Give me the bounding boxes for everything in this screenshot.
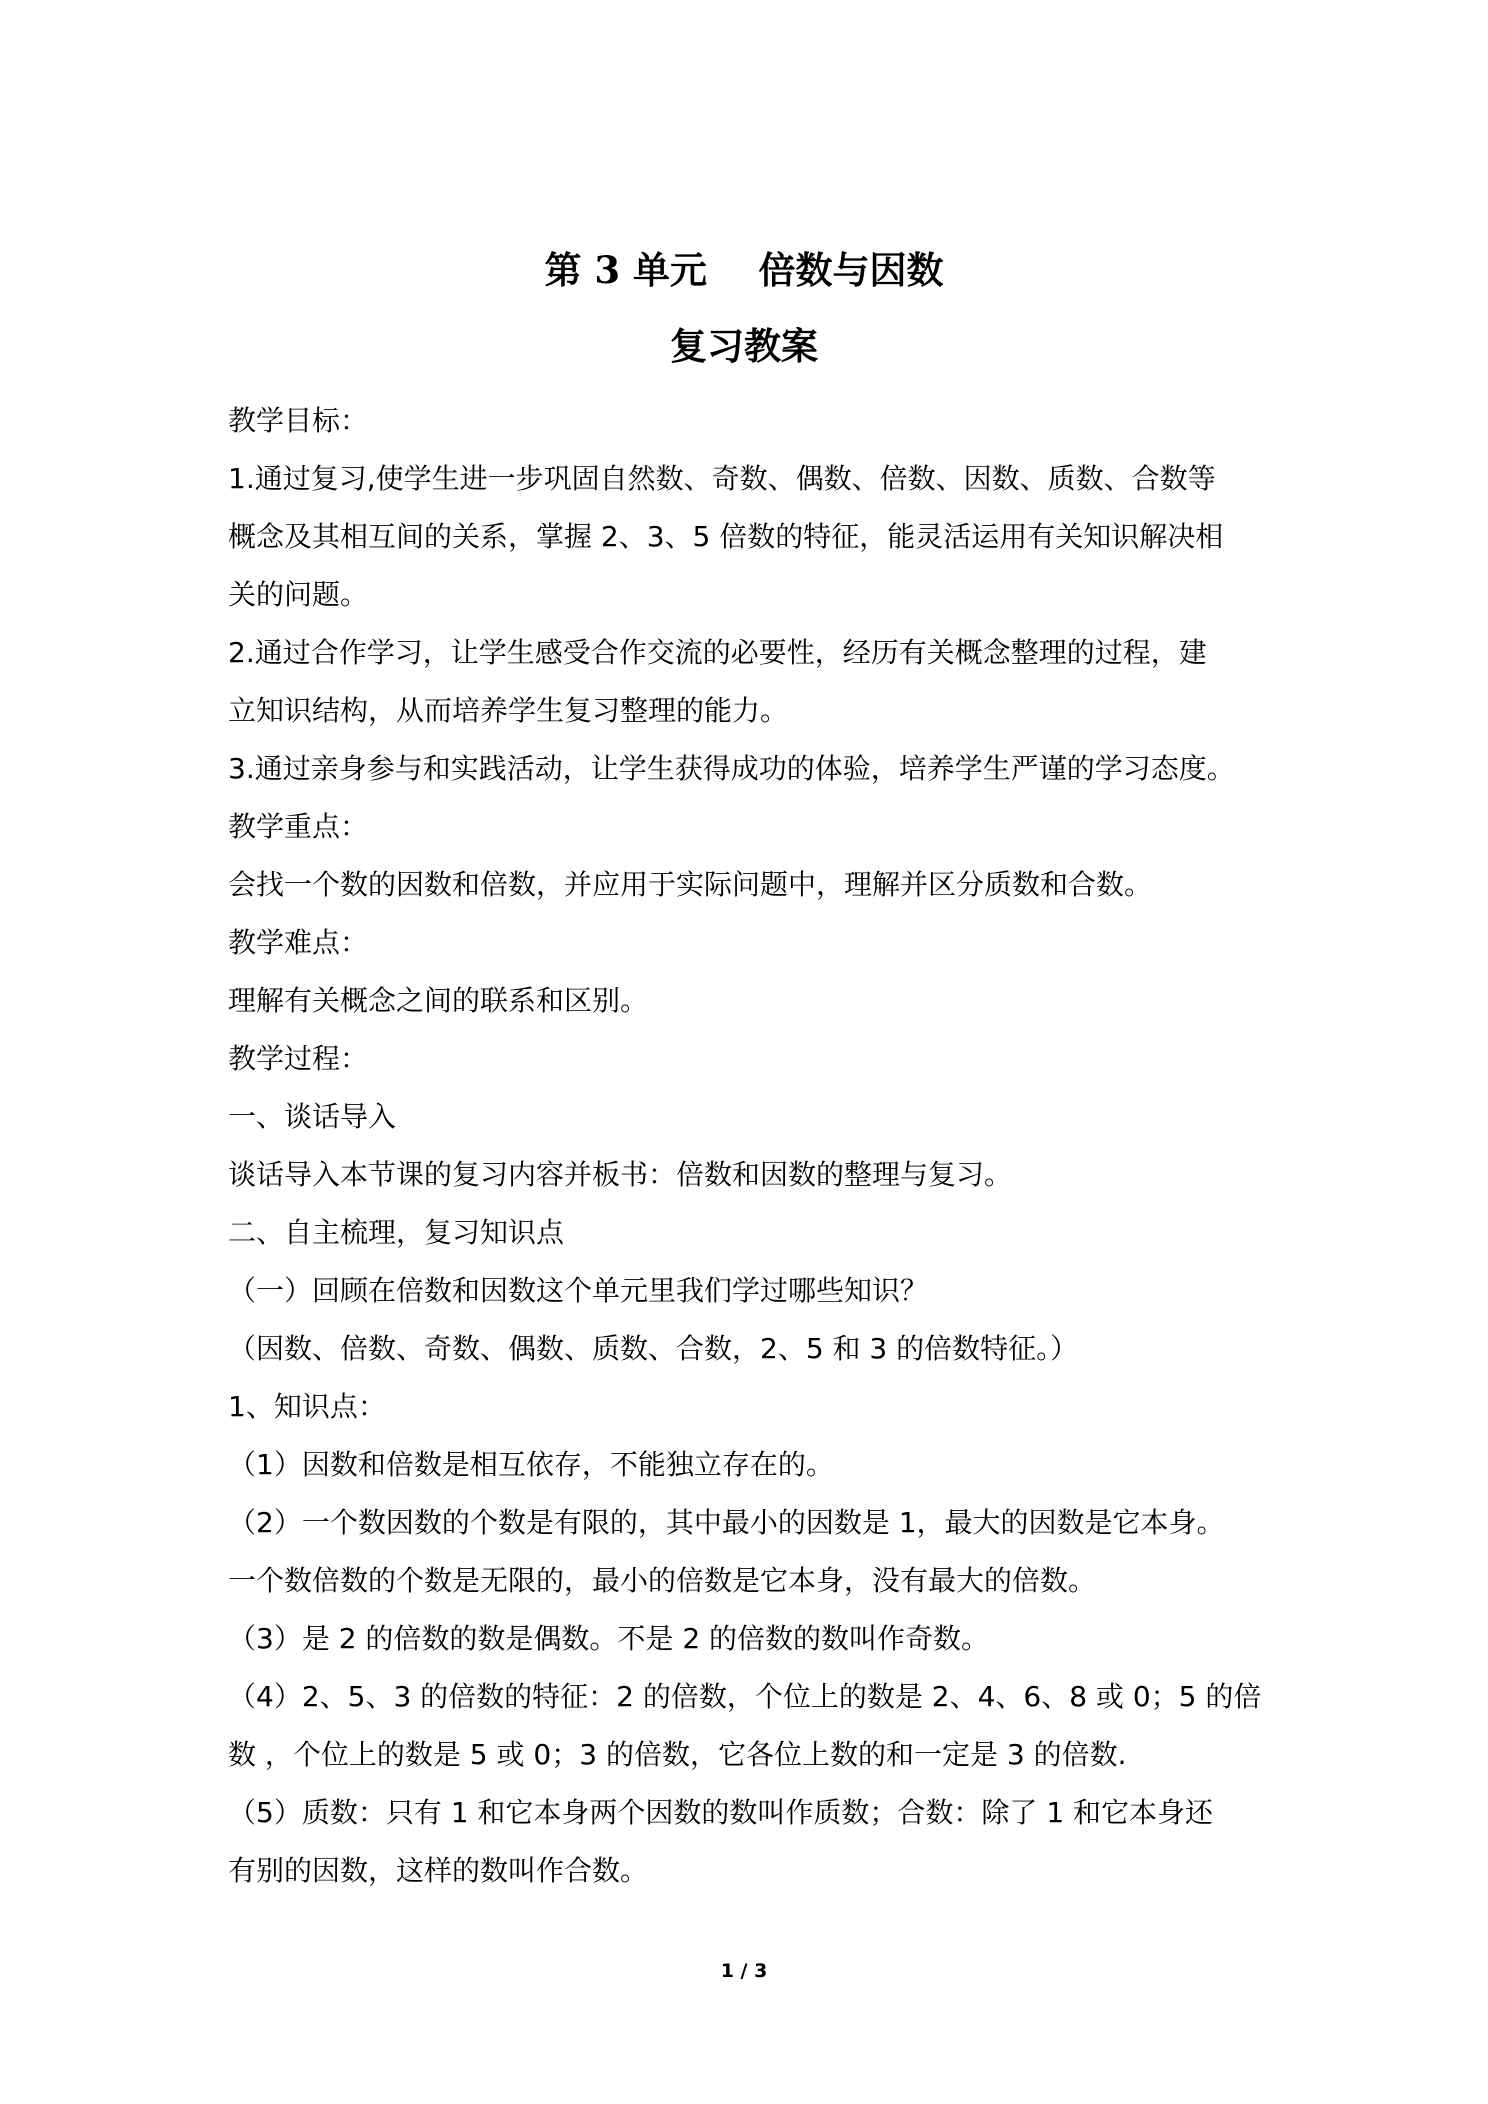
body-line: （2）一个数因数的个数是有限的，其中最小的因数是 1，最大的因数是它本身。 (228, 1506, 1225, 1539)
body-line: 概念及其相互间的关系，掌握 2、3、5 倍数的特征，能灵活运用有关知识解决相 (228, 520, 1224, 553)
body-line: 有别的因数，这样的数叫作合数。 (228, 1854, 649, 1887)
document-subtitle: 复习教案 (670, 324, 818, 368)
page-number: 1 / 3 (720, 1960, 768, 1982)
body-line: 教学过程： (228, 1042, 369, 1075)
body-line: 理解有关概念之间的联系和区别。 (228, 984, 649, 1017)
body-line: 1、知识点： (228, 1390, 386, 1423)
body-line: 教学目标： (228, 404, 369, 437)
body-line: （1）因数和倍数是相互依存，不能独立存在的。 (228, 1448, 834, 1481)
body-line: 会找一个数的因数和倍数，并应用于实际问题中，理解并区分质数和合数。 (228, 868, 1153, 901)
body-line: （因数、倍数、奇数、偶数、质数、合数，2、5 和 3 的倍数特征。） (228, 1332, 1079, 1365)
body-line: 一、谈话导入 (228, 1100, 397, 1133)
body-line: （5）质数：只有 1 和它本身两个因数的数叫作质数；合数：除了 1 和它本身还 (228, 1796, 1214, 1829)
body-line: 数 ，个位上的数是 5 或 0；3 的倍数，它各位上数的和一定是 3 的倍数. (228, 1738, 1127, 1771)
body-line: 2.通过合作学习，让学生感受合作交流的必要性，经历有关概念整理的过程，建 (228, 636, 1207, 669)
body-line: 教学难点： (228, 926, 369, 959)
body-line: 3.通过亲身参与和实践活动，让学生获得成功的体验，培养学生严谨的学习态度。 (228, 752, 1235, 785)
body-line: 立知识结构，从而培养学生复习整理的能力。 (228, 694, 789, 727)
body-line: （一）回顾在倍数和因数这个单元里我们学过哪些知识？ (228, 1274, 929, 1307)
body-line: 一个数倍数的个数是无限的，最小的倍数是它本身，没有最大的倍数。 (228, 1564, 1097, 1597)
body-line: 1.通过复习,使学生进一步巩固自然数、奇数、偶数、倍数、因数、质数、合数等 (228, 462, 1216, 495)
body-line: 教学重点： (228, 810, 369, 843)
document-title: 第 3 单元 倍数与因数 (544, 248, 944, 292)
body-line: （4）2、5、3 的倍数的特征：2 的倍数，个位上的数是 2、4、6、8 或 0；5 的倍 (228, 1680, 1262, 1713)
document-body (228, 392, 1268, 1900)
body-line: （3）是 2 的倍数的数是偶数。不是 2 的倍数的数叫作奇数。 (228, 1622, 990, 1655)
body-line: 关的问题。 (228, 578, 369, 611)
body-line: 二、自主梳理，复习知识点 (228, 1216, 565, 1249)
body-line: 谈话导入本节课的复习内容并板书：倍数和因数的整理与复习。 (228, 1158, 1013, 1191)
